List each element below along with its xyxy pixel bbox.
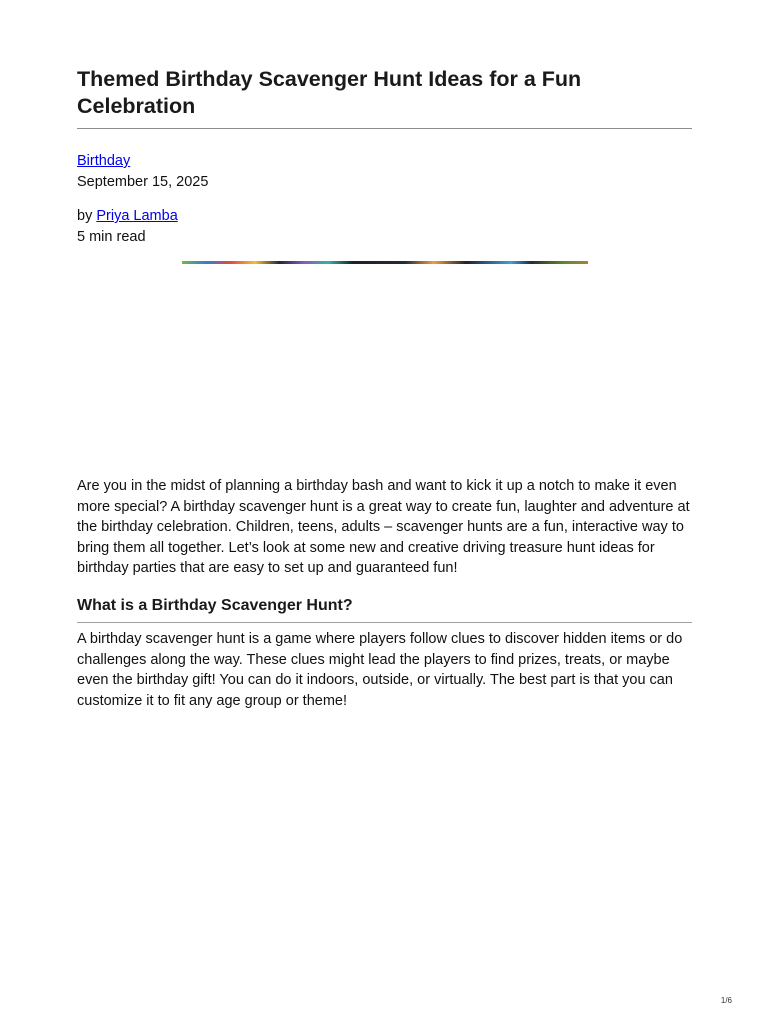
byline [77, 207, 178, 225]
hero-image-strip [182, 261, 588, 264]
category-line [77, 152, 130, 170]
section-heading: What is a Birthday Scavenger Hunt? [77, 597, 353, 614]
page-title: Themed Birthday Scavenger Hunt Ideas for a Fun Celebration [77, 67, 582, 118]
byline-prefix: by [77, 208, 93, 224]
category-link[interactable]: Birthday [77, 153, 131, 169]
publish-date: September 15, 2025 [77, 174, 209, 190]
author-link[interactable]: Priya Lamba [96, 208, 178, 224]
section-paragraph: A birthday scavenger hunt is a game where players follow clues to discover hidden items or do challenges along the way. These clues might lead the players to find prizes, treats, or maybe even the birthday gift! You can do it indoors, outside, or virtually. The best part is that you can customize it to fit any age group or theme! [77, 631, 683, 709]
page-number: 1/6 [720, 996, 732, 1005]
hero-image [182, 261, 588, 451]
intro-paragraph: Are you in the midst of planning a birthday bash and want to kick it up a notch to make it even more special? A birthday scavenger hunt is a great way to create fun, laughter and adventure at the birthday celebration. Children, teens, adults – scavenger hunts are a fun, interactive way to bring them all together. Let’s look at some new and creative driving treasure hunt ideas for birthday parties that are easy to set up and guaranteed fun! [77, 478, 690, 576]
section-divider [77, 622, 692, 623]
title-divider [77, 128, 692, 129]
read-time: 5 min read [77, 229, 146, 245]
